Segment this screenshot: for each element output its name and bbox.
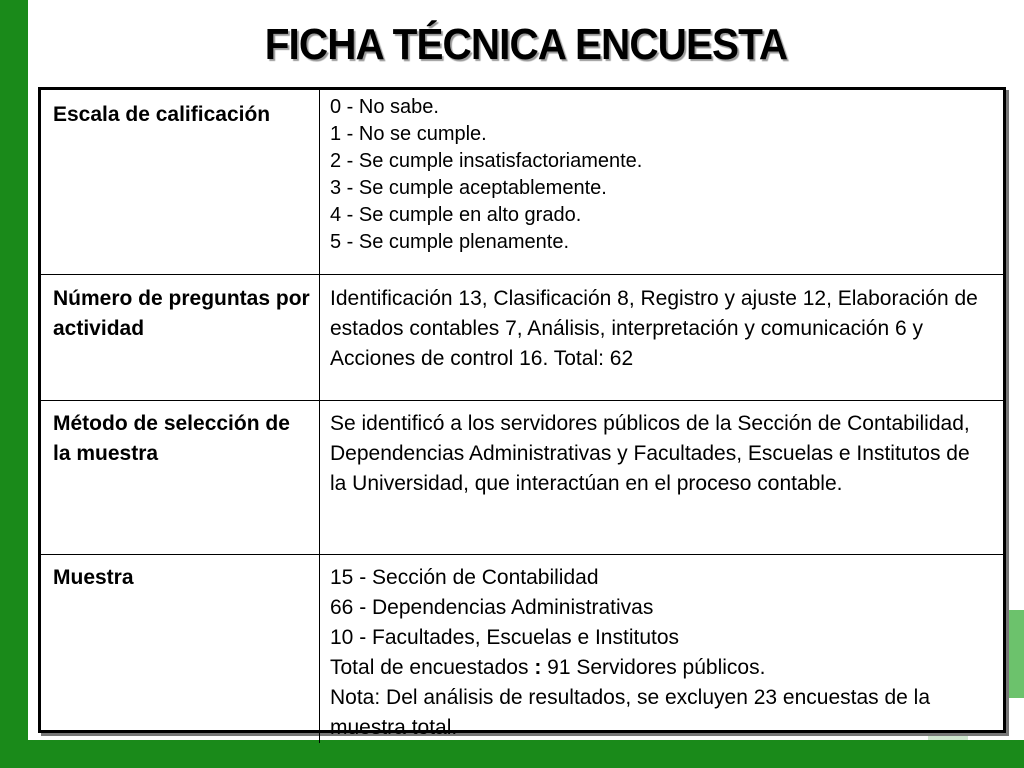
scale-item: 5 - Se cumple plenamente. bbox=[330, 231, 570, 253]
row-label-rating-scale: Escala de calificación bbox=[41, 90, 320, 275]
sample-note: Nota: Del análisis de resultados, se excluyen 23 encuestas de la muestra total. bbox=[330, 686, 931, 739]
scale-item: 4 - Se cumple en alto grado. bbox=[330, 204, 582, 226]
row-value-sample bbox=[320, 555, 1004, 744]
survey-sheet bbox=[38, 87, 1006, 739]
row-value-rating-scale bbox=[320, 90, 1004, 275]
survey-table bbox=[41, 90, 1003, 743]
row-label-questions: Número de preguntas por actividad bbox=[41, 275, 320, 401]
scale-item: 0 - No sabe. bbox=[330, 96, 439, 118]
sample-total-label: Total de encuestados bbox=[330, 656, 535, 679]
left-green-bar bbox=[0, 0, 28, 768]
row-label-sample: Muestra bbox=[41, 555, 320, 744]
table-row bbox=[41, 275, 1003, 401]
slide-title: FICHA TÉCNICA ENCUESTA bbox=[264, 20, 788, 69]
sample-item: 10 - Facultades, Escuelas e Institutos bbox=[330, 626, 680, 649]
table-row bbox=[41, 401, 1003, 555]
table-row bbox=[41, 555, 1003, 744]
table-row bbox=[41, 90, 1003, 275]
sample-total-colon: : bbox=[534, 656, 542, 679]
sample-item: 15 - Sección de Contabilidad bbox=[330, 566, 599, 589]
sample-total bbox=[330, 653, 991, 683]
scale-item: 1 - No se cumple. bbox=[330, 123, 487, 145]
bottom-green-bar bbox=[28, 740, 1024, 768]
row-value-sampling-method: Se identificó a los servidores públicos de la Sección de Contabilidad, Dependencias Administrativas y Facultades, Escuelas e Institutos de la Universidad, que interactúan en el proceso contable. bbox=[320, 401, 1004, 555]
sample-item: 66 - Dependencias Administrativas bbox=[330, 596, 654, 619]
scale-item: 3 - Se cumple aceptablemente. bbox=[330, 177, 607, 199]
row-value-questions: Identificación 13, Clasificación 8, Registro y ajuste 12, Elaboración de estados contables 7, Análisis, interpretación y comunicación 6 y Acciones de control 16. Total: 62 bbox=[320, 275, 1004, 401]
scale-item: 2 - Se cumple insatisfactoriamente. bbox=[330, 150, 643, 172]
sample-total-value: 91 Servidores públicos. bbox=[541, 656, 766, 679]
row-label-sampling-method: Método de selección de la muestra bbox=[41, 401, 320, 555]
